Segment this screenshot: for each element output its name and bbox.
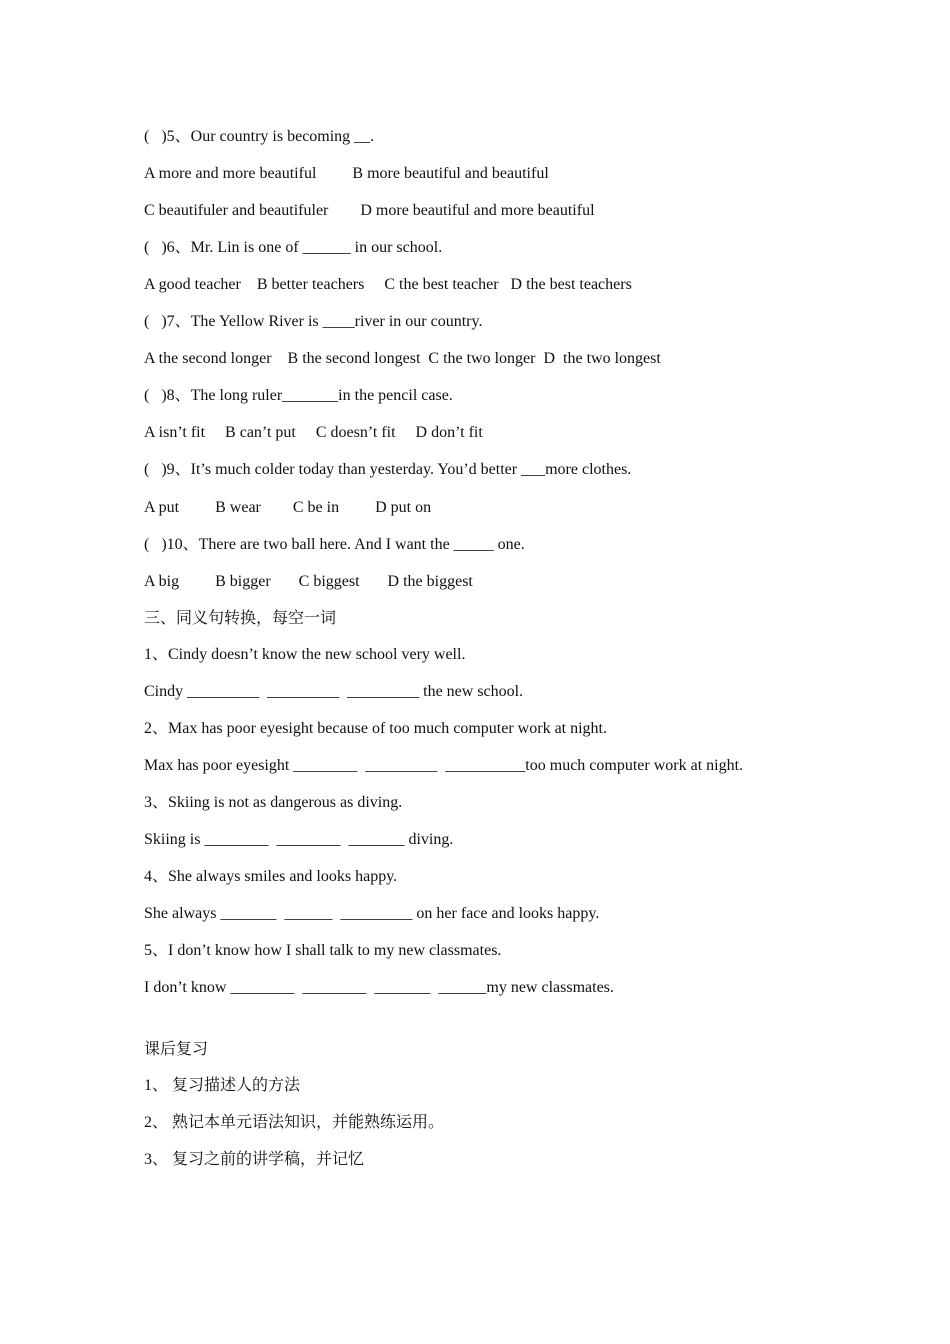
question-8-options: A isn’t fit B can’t put C doesn’t fit D don’t fit	[144, 424, 483, 441]
review-heading: 课后复习	[144, 1041, 209, 1058]
question-7: ( )7、The Yellow River is ____river in our country.	[144, 313, 483, 330]
rewrite-2-original: 2、Max has poor eyesight because of too much computer work at night.	[144, 720, 608, 737]
question-6-options: A good teacher B better teachers C the best teacher D the best teachers	[144, 276, 632, 293]
review-item-1: 1、 复习描述人的方法	[144, 1077, 301, 1094]
question-6: ( )6、Mr. Lin is one of ______ in our school.	[144, 239, 443, 256]
question-10: ( )10、There are two ball here. And I want the _____ one.	[144, 536, 525, 553]
rewrite-5-original: 5、I don’t know how I shall talk to my new classmates.	[144, 942, 502, 959]
rewrite-4-original: 4、She always smiles and looks happy.	[144, 868, 398, 885]
review-item-2: 2、 熟记本单元语法知识，并能熟练运用。	[144, 1114, 445, 1131]
rewrite-3-blanks: Skiing is ________ ________ _______ diving.	[144, 831, 454, 848]
section-3-heading: 三、同义句转换，每空一词	[144, 610, 337, 627]
question-5-options-ab: A more and more beautiful B more beautiful and beautiful	[144, 165, 549, 182]
question-10-options: A big B bigger C biggest D the biggest	[144, 573, 473, 590]
rewrite-1-original: 1、Cindy doesn’t know the new school very well.	[144, 646, 466, 663]
rewrite-5-blanks: I don’t know ________ ________ _______ ______my new classmates.	[144, 979, 614, 996]
rewrite-2-blanks: Max has poor eyesight ________ _________ __________too much computer work at night.	[144, 757, 744, 774]
question-5-options-cd: C beautifuler and beautifuler D more beautiful and more beautiful	[144, 202, 595, 219]
question-9-options: A put B wear C be in D put on	[144, 499, 432, 516]
rewrite-3-original: 3、Skiing is not as dangerous as diving.	[144, 794, 403, 811]
question-9: ( )9、It’s much colder today than yesterday. You’d better ___more clothes.	[144, 461, 632, 478]
rewrite-4-blanks: She always _______ ______ _________ on her face and looks happy.	[144, 905, 600, 922]
rewrite-1-blanks: Cindy _________ _________ _________ the new school.	[144, 683, 524, 700]
question-5: ( )5、Our country is becoming __.	[144, 128, 375, 145]
question-7-options: A the second longer B the second longest C the two longer D the two longest	[144, 350, 661, 367]
review-item-3: 3、 复习之前的讲学稿，并记忆	[144, 1151, 365, 1168]
question-8: ( )8、The long ruler_______in the pencil case.	[144, 387, 453, 404]
